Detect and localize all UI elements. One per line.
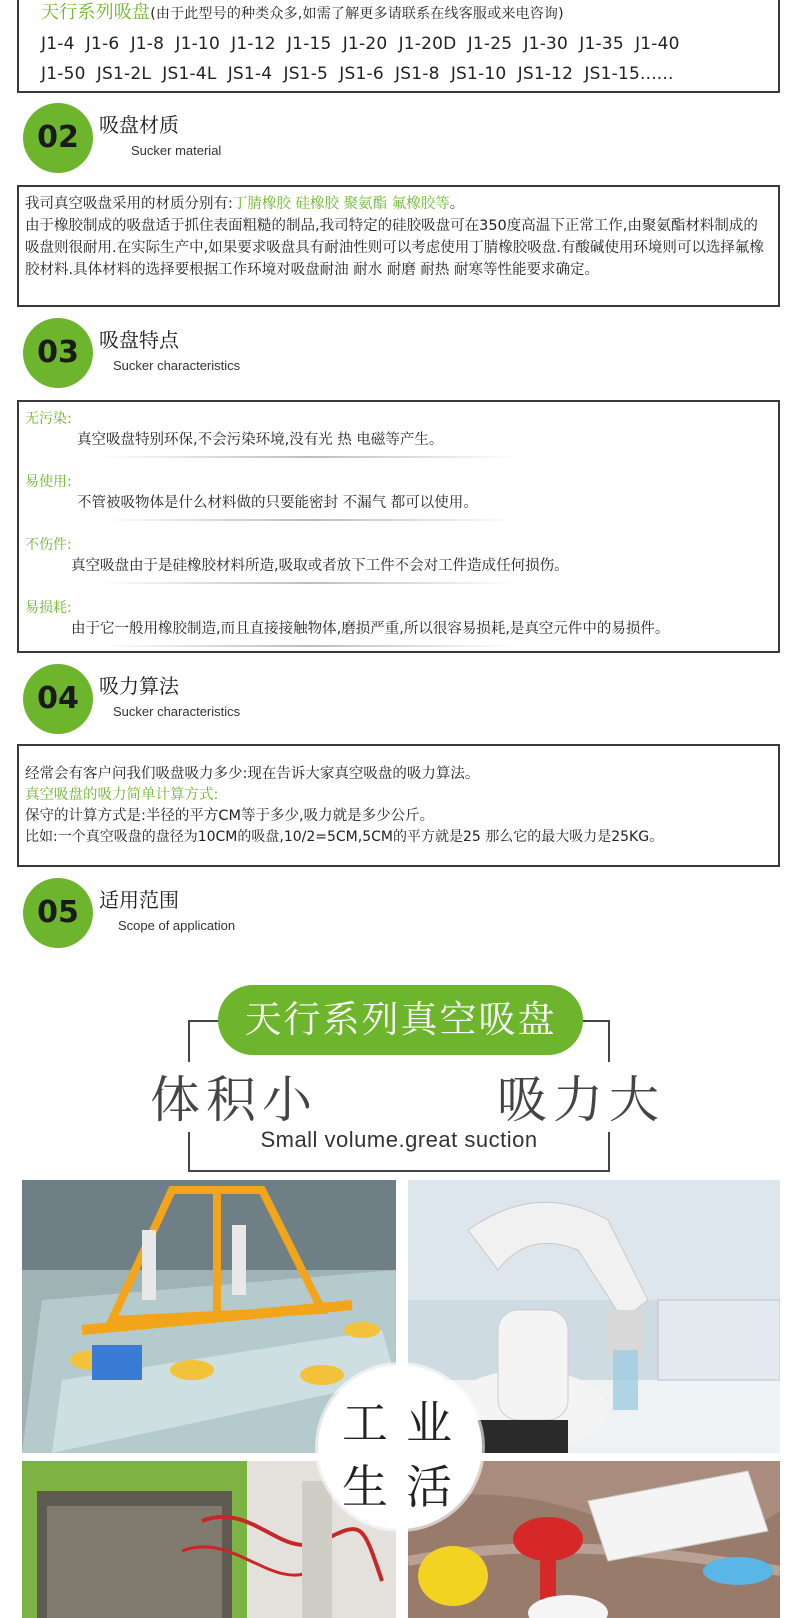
material-intro: 我司真空吸盘采用的材质分别有: bbox=[25, 196, 233, 212]
section-title: 吸盘材质 bbox=[99, 113, 179, 137]
feature-title: 无污染: bbox=[25, 411, 72, 427]
badge-char: 活 bbox=[406, 1460, 452, 1514]
section-title: 吸盘特点 bbox=[99, 328, 179, 352]
section-number-badge: 02 bbox=[23, 103, 93, 173]
banner-left-text: 体积小 bbox=[150, 1071, 318, 1129]
model-list-line-1: J1-4 J1-6 J1-8 J1-10 J1-12 J1-15 J1-20 J1-20D J1-25 J1-30 J1-35 J1-40 bbox=[41, 34, 680, 54]
material-box: 我司真空吸盘采用的材质分别有:丁腈橡胶 硅橡胶 聚氨酯 氟橡胶等。 由于橡胶制成的吸盘适于抓住表面粗糙的制品,我司特定的硅胶吸盘可在350度高温下正常工作,由聚氨酯材料制成的吸盘则很耐用.在实际生产中,如果要求吸盘具有耐油性则可以考虑使用丁腈橡胶吸盘.有酸碱使用环境则可以选择氟橡胶材料.具体材料的选择要根据工作环境对吸盘耐油 耐水 耐磨 耐热 耐寒等性能要求确定。 bbox=[17, 185, 780, 307]
feature-item bbox=[19, 408, 778, 471]
badge-char: 业 bbox=[406, 1396, 452, 1450]
banner-slogan: Small volume.great suction bbox=[260, 1127, 538, 1152]
algorithm-line-1: 经常会有客户问我们吸盘吸力多少:现在告诉大家真空吸盘的吸力算法。 bbox=[25, 766, 480, 782]
badge-char: 工 bbox=[342, 1396, 388, 1450]
section-subtitle: Sucker characteristics bbox=[113, 704, 241, 719]
underline-divider bbox=[99, 456, 519, 458]
model-list-line-2: J1-50 JS1-2L JS1-4L JS1-4 JS1-5 JS1-6 JS1-8 JS1-10 JS1-12 JS1-15...... bbox=[41, 64, 674, 84]
feature-item bbox=[19, 597, 778, 657]
series-note: (由于此型号的种类众多,如需了解更多请联系在线客服或来电咨询) bbox=[150, 6, 564, 22]
algorithm-line-3: 保守的计算方式是:半径的平方CM等于多少,吸力就是多少公斤。 bbox=[25, 808, 435, 824]
underline-divider bbox=[99, 582, 519, 584]
section-subtitle: Scope of application bbox=[118, 918, 236, 933]
feature-desc: 真空吸盘由于是硅橡胶材料所造,吸取或者放下工件不会对工件造成任何损伤。 bbox=[71, 558, 569, 574]
section-title: 适用范围 bbox=[99, 888, 179, 912]
feature-title: 易损耗: bbox=[25, 600, 72, 616]
section-subtitle: Sucker characteristics bbox=[113, 358, 241, 373]
feature-item bbox=[19, 534, 778, 597]
algorithm-line-4: 比如:一个真空吸盘的盘径为10CM的吸盘,10/2=5CM,5CM的平方就是25 那么它的最大吸力是25KG。 bbox=[25, 829, 664, 845]
industry-life-badge bbox=[318, 1365, 482, 1529]
series-highlight: 天行系列吸盘 bbox=[41, 2, 151, 23]
section-number-badge: 03 bbox=[23, 318, 93, 388]
section-subtitle: Sucker material bbox=[131, 143, 222, 158]
feature-title: 易使用: bbox=[25, 474, 72, 490]
models-box bbox=[17, 0, 780, 93]
material-body: 由于橡胶制成的吸盘适于抓住表面粗糙的制品,我司特定的硅胶吸盘可在350度高温下正常工作,由聚氨酯材料制成的吸盘则很耐用.在实际生产中,如果要求吸盘具有耐油性则可以考虑使用丁腈橡胶吸盘.有酸碱使用环境则可以选择氟橡胶材料.具体材料的选择要根据工作环境对吸盘耐油 耐水 耐磨 耐热 耐寒等性能要求确定。 bbox=[25, 218, 764, 278]
feature-title: 不伤件: bbox=[25, 537, 72, 553]
banner-right-text: 吸力大 bbox=[497, 1071, 665, 1129]
section-number-badge: 04 bbox=[23, 664, 93, 734]
features-box bbox=[17, 400, 780, 653]
material-list: 丁腈橡胶 硅橡胶 聚氨酯 氟橡胶等 bbox=[232, 196, 450, 212]
underline-divider bbox=[99, 645, 519, 647]
section-number-badge: 05 bbox=[23, 878, 93, 948]
feature-desc: 由于它一般用橡胶制造,而且直接接触物体,磨损严重,所以很容易损耗,是真空元件中的易损件。 bbox=[71, 621, 670, 637]
algorithm-heading: 真空吸盘的吸力简单计算方式: bbox=[25, 787, 219, 803]
badge-char: 生 bbox=[342, 1460, 388, 1514]
underline-divider bbox=[99, 519, 519, 521]
section-title: 吸力算法 bbox=[99, 674, 179, 698]
banner-title-pill: 天行系列真空吸盘 bbox=[218, 985, 583, 1055]
feature-desc: 不管被吸物体是什么材料做的只要能密封 不漏气 都可以使用。 bbox=[77, 495, 478, 511]
algorithm-box bbox=[17, 744, 780, 867]
feature-item bbox=[19, 471, 778, 534]
feature-desc: 真空吸盘特别环保,不会污染环境,没有光 热 电磁等产生。 bbox=[77, 432, 444, 448]
